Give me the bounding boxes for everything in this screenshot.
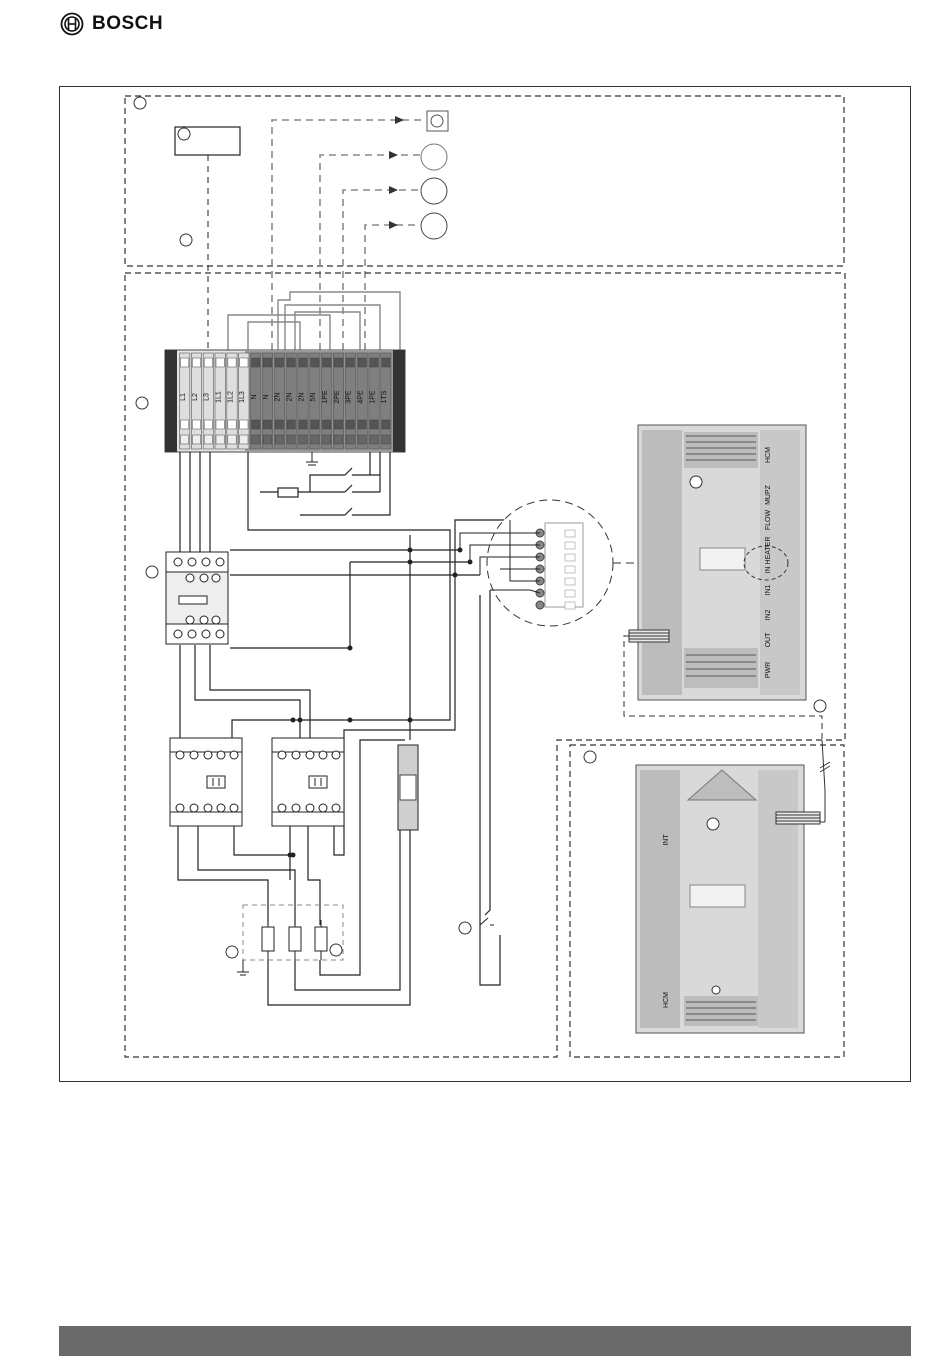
footer-bar (59, 1326, 911, 1356)
controller-module-top (638, 425, 806, 700)
terminal-label: L1 (179, 393, 187, 401)
terminal-label: L3 (203, 393, 211, 401)
ribbon-top (629, 630, 669, 642)
sensor-box-marker (178, 128, 190, 140)
connector-slot (565, 530, 575, 537)
module-bottom-label: HCM (663, 992, 670, 1008)
module-top-label: PWR (765, 661, 772, 679)
module-top-label: FLOW (765, 509, 772, 531)
terminal-label: 1PE (321, 390, 329, 404)
device-square (427, 111, 448, 131)
terminal-label: 4PE (357, 390, 365, 404)
ribbon-marker (814, 700, 826, 712)
module-top-label: MUPZ (765, 485, 772, 505)
terminal-label: 2N (274, 392, 282, 402)
switch-marker (180, 234, 192, 246)
connector-slot (565, 602, 575, 609)
terminal-label: 5N (310, 392, 318, 402)
controller-module-bottom (636, 765, 804, 1033)
module-top-label: IN HEATER (765, 536, 772, 574)
terminal-7 (262, 353, 272, 449)
terminal-label: N (250, 394, 258, 400)
connector-slot (565, 542, 575, 549)
connector-pin (536, 601, 544, 609)
terminal-label: 1L2 (227, 391, 235, 403)
terminal-6 (251, 353, 261, 449)
device-square-marker (431, 115, 443, 127)
contactor-main-marker (146, 566, 158, 578)
terminal-label: 3PE (345, 390, 353, 404)
device-circle-1 (421, 144, 447, 170)
terminal-label: 1L1 (215, 391, 223, 403)
contactor-right (272, 738, 344, 826)
connector-slot (565, 590, 575, 597)
connector-slot (565, 566, 575, 573)
terminal-label: N (262, 394, 270, 400)
connector-detail (536, 523, 583, 609)
zone-main-marker (136, 397, 148, 409)
safety-switch-marker (459, 922, 471, 934)
module-top-label: IN1 (765, 584, 772, 596)
ribbon-bottom (776, 812, 820, 824)
connector-slot (565, 578, 575, 585)
sensor-box (175, 127, 240, 155)
brand-name: BOSCH (92, 13, 164, 34)
terminal-label: 2PE (333, 390, 341, 404)
terminal-label: 1L3 (239, 391, 247, 403)
terminal-label: 1TS (381, 390, 389, 404)
module-top-label: OUT (765, 632, 772, 648)
contactor-main (166, 552, 228, 644)
zone-top (125, 96, 844, 266)
terminal-label: 1PE (369, 390, 377, 404)
zone-module-bottom-marker (584, 751, 596, 763)
terminal-label: 2N (298, 392, 306, 402)
heater-marker-right (330, 944, 342, 956)
connector-slot (565, 554, 575, 561)
device-circle-3 (421, 213, 447, 239)
terminal-label: L2 (191, 393, 199, 401)
contactor-left (170, 738, 242, 826)
thermal-cutout (398, 745, 418, 830)
terminal-label: 2N (286, 392, 294, 402)
heater-marker-left (226, 946, 238, 958)
zone-top-marker (134, 97, 146, 109)
module-bottom-label: INT (663, 834, 670, 846)
module-top-label: HCM (765, 447, 772, 463)
device-circle-2 (421, 178, 447, 204)
heater-elements (262, 927, 327, 951)
module-top-label: IN2 (765, 609, 772, 621)
